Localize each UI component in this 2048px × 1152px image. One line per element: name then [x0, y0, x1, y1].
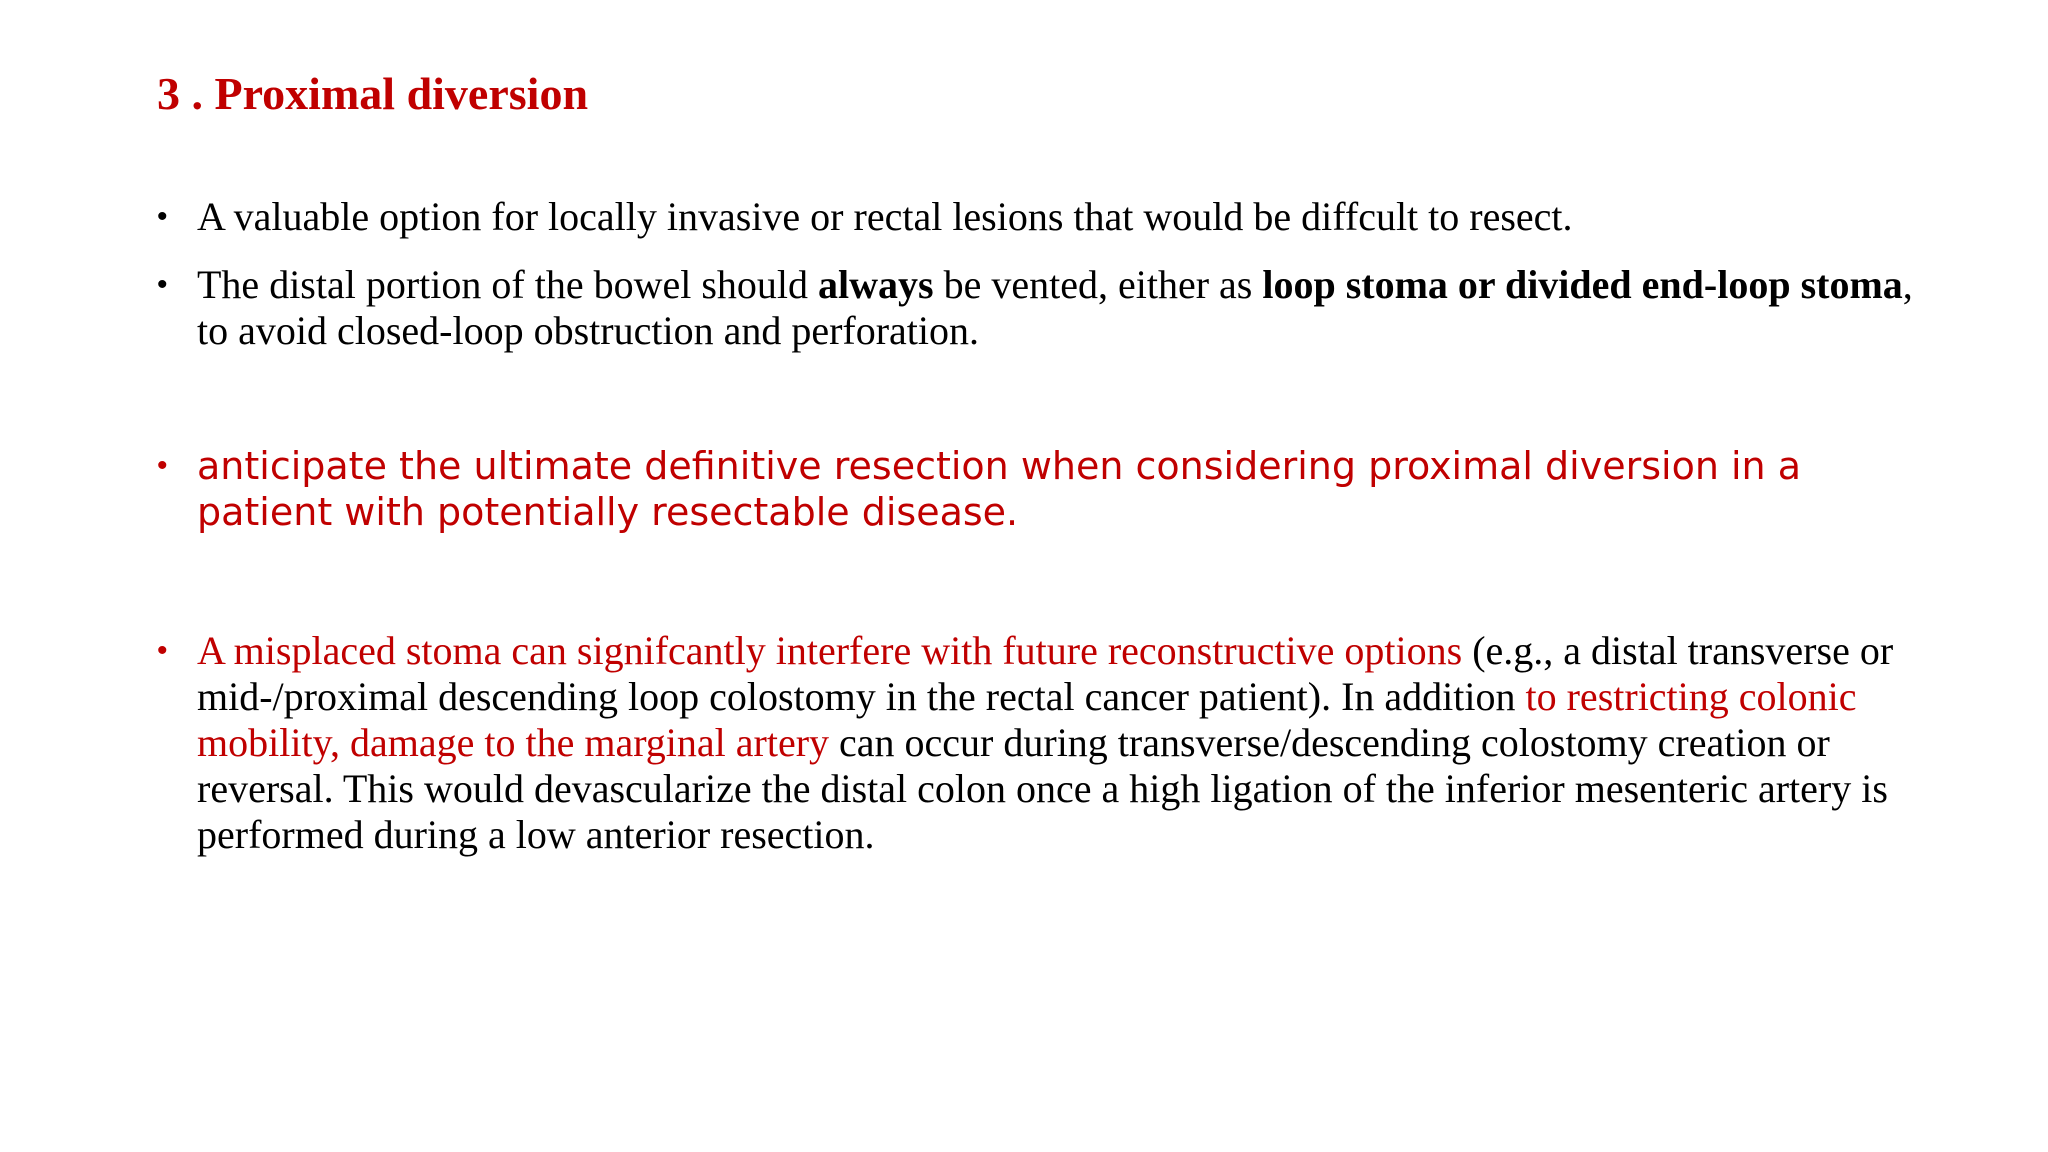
bullet-item-4 [157, 628, 1917, 858]
bullet-text-plain: A valuable option for locally invasive or rectal lesions that would be diffcult to resect. [197, 194, 1573, 239]
bullet-text [197, 443, 1917, 535]
bullet-text-plain: be vented, either as [933, 262, 1263, 307]
bullet-text [197, 262, 1917, 354]
bullet-text-bold: always [818, 262, 934, 307]
bullet-text [197, 628, 1917, 858]
bullet-marker: • [157, 634, 168, 667]
bullet-text-highlight: anticipate the ultimate definitive resection when considering proximal diversion in a patient with potentially resectable disease. [197, 444, 1801, 534]
bullet-marker: • [157, 449, 168, 482]
bullet-text-highlight: to restricting colonic mobility, damage to the marginal artery [197, 674, 1857, 765]
bullet-item-1 [157, 194, 1917, 240]
bullet-text-plain: , to avoid closed-loop obstruction and perforation. [197, 262, 1913, 353]
bullet-marker: • [157, 200, 168, 233]
bullet-text [197, 194, 1917, 240]
bullet-text-bold: loop stoma or divided end-loop stoma [1262, 262, 1903, 307]
bullet-text-plain: can occur during transverse/descending colostomy creation or reversal. This would devascularize the distal colon once a high ligation of the inferior mesenteric artery is performed during a low anterior resection. [197, 720, 1888, 857]
bullet-marker: • [157, 268, 168, 301]
bullet-text-plain: (e.g., a distal transverse or mid-/proximal descending loop colostomy in the rectal cancer patient). In addition [197, 628, 1894, 719]
bullet-item-3 [157, 443, 1917, 535]
bullet-item-2 [157, 262, 1917, 354]
slide-title: 3 . Proximal diversion [157, 68, 589, 119]
bullet-text-highlight: A misplaced stoma can signifcantly interfere with future reconstructive options [197, 628, 1463, 673]
bullet-text-plain: The distal portion of the bowel should [197, 262, 819, 307]
